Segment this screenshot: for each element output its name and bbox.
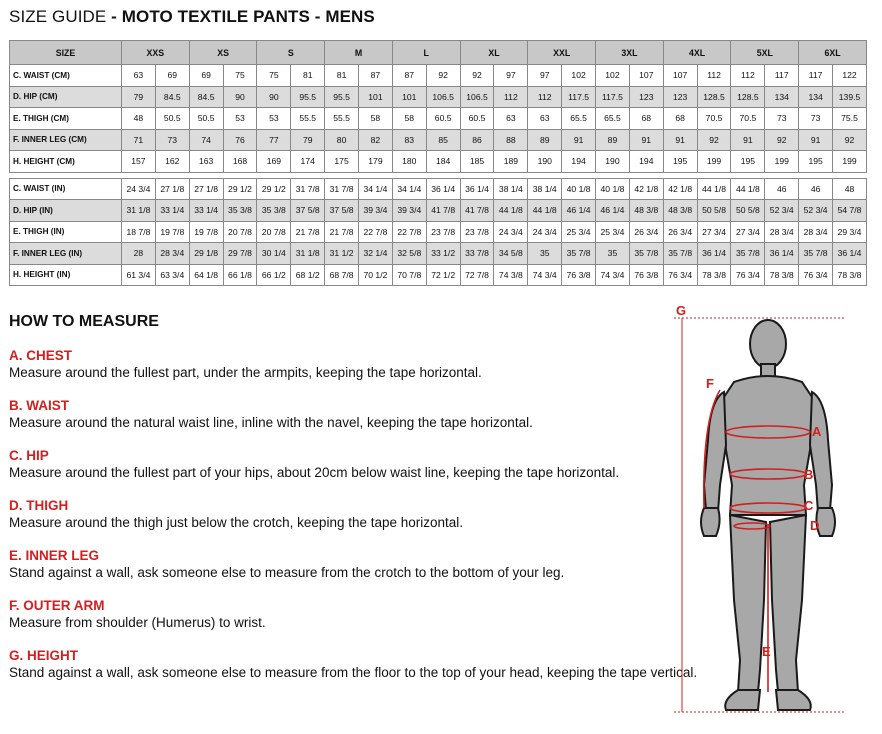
table-cell: 180 [392, 151, 426, 173]
table-row [10, 151, 867, 173]
table-cell: 37 5/8 [291, 200, 325, 222]
table-cell: 97 [494, 65, 528, 87]
table-cell: 20 7/8 [257, 221, 291, 243]
table-cell: 22 7/8 [359, 221, 393, 243]
table-cell: 106.5 [460, 86, 494, 108]
table-cell: 92 [426, 65, 460, 87]
table-cell: 33 1/4 [155, 200, 189, 222]
table-row [10, 86, 867, 108]
table-cell: 162 [155, 151, 189, 173]
table-cell: 92 [833, 129, 867, 151]
measure-name: E. INNER LEG [9, 548, 100, 563]
table-cell: 199 [697, 151, 731, 173]
row-label: C. WAIST (IN) [10, 178, 122, 200]
table-row [10, 200, 867, 222]
table-cell: 46 1/4 [562, 200, 596, 222]
table-cell: 68 7/8 [325, 264, 359, 286]
table-cell: 174 [291, 151, 325, 173]
table-cell: 75 [223, 65, 257, 87]
table-cell: 92 [697, 129, 731, 151]
measure-description: Measure around the natural waist line, inline with the navel, keeping the tape horizontal. [9, 415, 533, 430]
measure-description: Measure around the thigh just below the crotch, keeping the tape horizontal. [9, 515, 464, 530]
table-cell: 36 1/4 [765, 243, 799, 265]
row-label: E. THIGH (IN) [10, 221, 122, 243]
table-row [10, 129, 867, 151]
table-cell: 29 1/2 [223, 178, 257, 200]
body-measurement-figure [664, 300, 864, 720]
measure-item [9, 448, 619, 481]
table-cell: 128.5 [697, 86, 731, 108]
table-cell: 199 [765, 151, 799, 173]
table-cell: 23 7/8 [460, 221, 494, 243]
table-cell: 48 [833, 178, 867, 200]
table-cell: 194 [629, 151, 663, 173]
table-cell: 66 1/2 [257, 264, 291, 286]
table-cell: 24 3/4 [494, 221, 528, 243]
table-cell: 84.5 [189, 86, 223, 108]
table-cell: 71 [122, 129, 156, 151]
table-cell: 70.5 [697, 108, 731, 130]
table-cell: 91 [663, 129, 697, 151]
measure-item [9, 348, 482, 381]
table-cell: 76 [223, 129, 257, 151]
table-cell: 46 [799, 178, 833, 200]
table-cell: 27 1/8 [189, 178, 223, 200]
measure-name: C. HIP [9, 448, 49, 463]
table-cell: 65.5 [596, 108, 630, 130]
measure-description: Stand against a wall, ask someone else to measure from the crotch to the bottom of your leg. [9, 565, 565, 580]
size-header-label: SIZE [10, 41, 122, 65]
table-cell: 63 [122, 65, 156, 87]
table-cell: 101 [359, 86, 393, 108]
table-cell: 102 [562, 65, 596, 87]
table-cell: 163 [189, 151, 223, 173]
table-cell: 84.5 [155, 86, 189, 108]
table-cell: 50.5 [189, 108, 223, 130]
right-foot-shape [776, 690, 811, 710]
measure-item [9, 648, 697, 681]
measure-name: B. WAIST [9, 398, 69, 413]
table-cell: 68 [663, 108, 697, 130]
table-cell: 117.5 [596, 86, 630, 108]
table-cell: 25 3/4 [562, 221, 596, 243]
table-cell: 35 3/8 [223, 200, 257, 222]
table-cell: 58 [359, 108, 393, 130]
measure-name: G. HEIGHT [9, 648, 79, 663]
table-cell: 70.5 [731, 108, 765, 130]
table-cell: 44 1/8 [528, 200, 562, 222]
table-cell: 87 [392, 65, 426, 87]
table-cell: 38 1/4 [528, 178, 562, 200]
table-cell: 64 1/8 [189, 264, 223, 286]
table-cell: 92 [765, 129, 799, 151]
table-cell: 73 [155, 129, 189, 151]
table-cell: 117 [765, 65, 799, 87]
size-header-cell: XXS [122, 41, 190, 65]
table-cell: 107 [629, 65, 663, 87]
table-cell: 53 [223, 108, 257, 130]
left-hand-shape [701, 508, 720, 536]
table-cell: 23 7/8 [426, 221, 460, 243]
row-label: E. THIGH (CM) [10, 108, 122, 130]
table-cell: 50 5/8 [731, 200, 765, 222]
table-cell: 101 [392, 86, 426, 108]
table-cell: 112 [697, 65, 731, 87]
size-header-cell: 5XL [731, 41, 799, 65]
table-cell: 20 7/8 [223, 221, 257, 243]
table-row [10, 178, 867, 200]
table-cell: 74 3/4 [528, 264, 562, 286]
table-cell: 35 7/8 [731, 243, 765, 265]
table-cell: 48 3/8 [629, 200, 663, 222]
row-label: D. HIP (IN) [10, 200, 122, 222]
table-cell: 36 1/4 [833, 243, 867, 265]
table-cell: 78 3/8 [765, 264, 799, 286]
table-cell: 122 [833, 65, 867, 87]
size-header-row [10, 41, 867, 65]
table-cell: 28 3/4 [765, 221, 799, 243]
table-cell: 61 3/4 [122, 264, 156, 286]
table-cell: 29 3/4 [833, 221, 867, 243]
label-g: G [676, 303, 687, 318]
table-cell: 31 1/8 [122, 200, 156, 222]
table-cell: 75 [257, 65, 291, 87]
table-cell: 31 1/8 [291, 243, 325, 265]
table-cell: 21 7/8 [291, 221, 325, 243]
table-cell: 74 [189, 129, 223, 151]
left-arm-shape [704, 392, 726, 512]
row-label: H. HEIGHT (IN) [10, 264, 122, 286]
right-leg-shape [770, 515, 806, 692]
table-cell: 29 7/8 [223, 243, 257, 265]
measure-description: Measure around the fullest part, under the armpits, keeping the tape horizontal. [9, 365, 482, 380]
size-header-cell: 6XL [799, 41, 867, 65]
table-cell: 91 [562, 129, 596, 151]
table-cell: 86 [460, 129, 494, 151]
table-cell: 54 7/8 [833, 200, 867, 222]
table-cell: 195 [663, 151, 697, 173]
table-cell: 24 3/4 [528, 221, 562, 243]
label-c: C [804, 498, 814, 513]
label-b: B [804, 467, 814, 482]
table-cell: 78 3/8 [697, 264, 731, 286]
measure-name: D. THIGH [9, 498, 69, 513]
table-cell: 185 [460, 151, 494, 173]
table-cell: 53 [257, 108, 291, 130]
table-cell: 39 3/4 [392, 200, 426, 222]
table-cell: 24 3/4 [122, 178, 156, 200]
table-cell: 74 3/4 [596, 264, 630, 286]
table-cell: 102 [596, 65, 630, 87]
table-cell: 42 1/8 [629, 178, 663, 200]
table-cell: 134 [799, 86, 833, 108]
table-cell: 52 3/4 [799, 200, 833, 222]
head-shape [750, 320, 786, 368]
table-cell: 27 3/4 [731, 221, 765, 243]
label-a: A [812, 424, 822, 439]
row-label: D. HIP (CM) [10, 86, 122, 108]
table-cell: 50.5 [155, 108, 189, 130]
table-row [10, 65, 867, 87]
table-cell: 179 [359, 151, 393, 173]
table-cell: 36 1/4 [460, 178, 494, 200]
table-cell: 52 3/4 [765, 200, 799, 222]
table-cell: 68 [629, 108, 663, 130]
table-cell: 90 [223, 86, 257, 108]
table-cell: 190 [596, 151, 630, 173]
label-d: D [810, 518, 820, 533]
how-to-measure-title: HOW TO MEASURE [9, 313, 159, 330]
table-cell: 33 1/2 [426, 243, 460, 265]
table-cell: 50 5/8 [697, 200, 731, 222]
table-cell: 74 3/8 [494, 264, 528, 286]
table-cell: 26 3/4 [663, 221, 697, 243]
table-cell: 21 7/8 [325, 221, 359, 243]
table-cell: 73 [799, 108, 833, 130]
table-cell: 29 1/2 [257, 178, 291, 200]
table-cell: 90 [257, 86, 291, 108]
size-chart-table [9, 40, 867, 286]
table-cell: 76 3/4 [663, 264, 697, 286]
table-cell: 169 [257, 151, 291, 173]
table-cell: 37 5/8 [325, 200, 359, 222]
table-cell: 88 [494, 129, 528, 151]
table-cell: 139.5 [833, 86, 867, 108]
table-cell: 70 1/2 [359, 264, 393, 286]
left-foot-shape [725, 690, 760, 710]
table-cell: 92 [460, 65, 494, 87]
table-cell: 87 [359, 65, 393, 87]
table-row [10, 108, 867, 130]
table-cell: 28 [122, 243, 156, 265]
table-cell: 79 [122, 86, 156, 108]
table-cell: 184 [426, 151, 460, 173]
table-cell: 44 1/8 [494, 200, 528, 222]
row-label: C. WAIST (CM) [10, 65, 122, 87]
table-cell: 35 7/8 [562, 243, 596, 265]
table-cell: 46 [765, 178, 799, 200]
table-cell: 46 1/4 [596, 200, 630, 222]
table-cell: 77 [257, 129, 291, 151]
table-cell: 82 [359, 129, 393, 151]
table-cell: 29 1/8 [189, 243, 223, 265]
title-product: - MOTO TEXTILE PANTS - MENS [111, 7, 375, 26]
table-cell: 68 1/2 [291, 264, 325, 286]
table-cell: 190 [528, 151, 562, 173]
table-cell: 63 [494, 108, 528, 130]
title-prefix: SIZE GUIDE [9, 7, 112, 26]
table-cell: 89 [596, 129, 630, 151]
table-cell: 35 7/8 [799, 243, 833, 265]
table-cell: 18 7/8 [122, 221, 156, 243]
table-cell: 31 7/8 [291, 178, 325, 200]
table-cell: 60.5 [460, 108, 494, 130]
table-cell: 76 3/8 [629, 264, 663, 286]
table-cell: 175 [325, 151, 359, 173]
measure-description: Stand against a wall, ask someone else to measure from the floor to the top of your head, keeping the tape vertical. [9, 665, 698, 680]
table-cell: 134 [765, 86, 799, 108]
table-cell: 70 7/8 [392, 264, 426, 286]
row-label: F. INNER LEG (IN) [10, 243, 122, 265]
table-cell: 69 [155, 65, 189, 87]
measure-description: Measure around the fullest part of your hips, about 20cm below waist line, keeping the tape horizontal. [9, 465, 620, 480]
table-cell: 40 1/8 [596, 178, 630, 200]
label-e: E [762, 644, 771, 659]
table-cell: 79 [291, 129, 325, 151]
table-cell: 117.5 [562, 86, 596, 108]
table-cell: 35 3/8 [257, 200, 291, 222]
measure-item [9, 498, 463, 531]
table-cell: 91 [799, 129, 833, 151]
table-cell: 81 [291, 65, 325, 87]
table-cell: 76 3/4 [731, 264, 765, 286]
measure-item [9, 598, 266, 631]
table-row [10, 264, 867, 286]
table-cell: 31 7/8 [325, 178, 359, 200]
table-cell: 72 7/8 [460, 264, 494, 286]
table-cell: 33 1/4 [189, 200, 223, 222]
table-cell: 27 1/8 [155, 178, 189, 200]
table-cell: 34 1/4 [392, 178, 426, 200]
table-row [10, 243, 867, 265]
table-cell: 123 [629, 86, 663, 108]
right-arm-shape [810, 392, 832, 512]
table-cell: 128.5 [731, 86, 765, 108]
table-cell: 35 [596, 243, 630, 265]
table-cell: 32 1/4 [359, 243, 393, 265]
page-title [9, 7, 375, 27]
table-cell: 199 [833, 151, 867, 173]
table-cell: 91 [731, 129, 765, 151]
table-cell: 26 3/4 [629, 221, 663, 243]
table-cell: 168 [223, 151, 257, 173]
table-cell: 195 [731, 151, 765, 173]
row-label: H. HEIGHT (CM) [10, 151, 122, 173]
table-cell: 33 7/8 [460, 243, 494, 265]
size-header-cell: S [257, 41, 325, 65]
table-cell: 41 7/8 [460, 200, 494, 222]
table-row [10, 221, 867, 243]
table-cell: 30 1/4 [257, 243, 291, 265]
table-cell: 78 3/8 [833, 264, 867, 286]
table-cell: 106.5 [426, 86, 460, 108]
table-cell: 76 3/8 [562, 264, 596, 286]
table-cell: 27 3/4 [697, 221, 731, 243]
table-cell: 32 5/8 [392, 243, 426, 265]
table-cell: 34 5/8 [494, 243, 528, 265]
table-cell: 97 [528, 65, 562, 87]
table-cell: 48 [122, 108, 156, 130]
table-cell: 157 [122, 151, 156, 173]
table-cell: 42 1/8 [663, 178, 697, 200]
table-cell: 35 [528, 243, 562, 265]
label-f: F [706, 376, 714, 391]
size-header-cell: M [325, 41, 393, 65]
table-cell: 34 1/4 [359, 178, 393, 200]
size-header-cell: XXL [528, 41, 596, 65]
table-cell: 95.5 [291, 86, 325, 108]
measure-item [9, 398, 533, 431]
table-cell: 63 [528, 108, 562, 130]
size-header-cell: 4XL [663, 41, 731, 65]
table-cell: 80 [325, 129, 359, 151]
table-cell: 66 1/8 [223, 264, 257, 286]
size-header-cell: XL [460, 41, 528, 65]
table-cell: 60.5 [426, 108, 460, 130]
table-cell: 69 [189, 65, 223, 87]
table-cell: 65.5 [562, 108, 596, 130]
table-cell: 117 [799, 65, 833, 87]
size-header-cell: 3XL [596, 41, 664, 65]
table-cell: 35 7/8 [629, 243, 663, 265]
table-cell: 72 1/2 [426, 264, 460, 286]
measure-name: F. OUTER ARM [9, 598, 105, 613]
table-cell: 107 [663, 65, 697, 87]
table-cell: 112 [528, 86, 562, 108]
table-cell: 41 7/8 [426, 200, 460, 222]
table-cell: 31 1/2 [325, 243, 359, 265]
table-cell: 48 3/8 [663, 200, 697, 222]
table-cell: 44 1/8 [731, 178, 765, 200]
table-cell: 55.5 [291, 108, 325, 130]
table-cell: 28 3/4 [799, 221, 833, 243]
table-cell: 75.5 [833, 108, 867, 130]
table-cell: 28 3/4 [155, 243, 189, 265]
measure-name: A. CHEST [9, 348, 73, 363]
table-cell: 38 1/4 [494, 178, 528, 200]
table-cell: 85 [426, 129, 460, 151]
table-cell: 19 7/8 [189, 221, 223, 243]
table-cell: 89 [528, 129, 562, 151]
table-cell: 95.5 [325, 86, 359, 108]
row-label: F. INNER LEG (CM) [10, 129, 122, 151]
measure-item [9, 548, 564, 581]
size-header-cell: XS [189, 41, 257, 65]
table-cell: 76 3/4 [799, 264, 833, 286]
table-cell: 189 [494, 151, 528, 173]
table-cell: 112 [494, 86, 528, 108]
size-header-cell: L [392, 41, 460, 65]
table-cell: 25 3/4 [596, 221, 630, 243]
table-cell: 55.5 [325, 108, 359, 130]
table-cell: 91 [629, 129, 663, 151]
measure-description: Measure from shoulder (Humerus) to wrist. [9, 615, 266, 630]
torso-shape [722, 376, 814, 515]
table-cell: 83 [392, 129, 426, 151]
table-cell: 40 1/8 [562, 178, 596, 200]
table-cell: 123 [663, 86, 697, 108]
table-cell: 194 [562, 151, 596, 173]
table-cell: 35 7/8 [663, 243, 697, 265]
table-cell: 36 1/4 [697, 243, 731, 265]
table-cell: 63 3/4 [155, 264, 189, 286]
table-cell: 73 [765, 108, 799, 130]
table-cell: 36 1/4 [426, 178, 460, 200]
table-cell: 195 [799, 151, 833, 173]
table-cell: 112 [731, 65, 765, 87]
table-cell: 19 7/8 [155, 221, 189, 243]
table-cell: 22 7/8 [392, 221, 426, 243]
table-cell: 44 1/8 [697, 178, 731, 200]
table-cell: 39 3/4 [359, 200, 393, 222]
table-cell: 81 [325, 65, 359, 87]
left-leg-shape [730, 515, 766, 692]
table-cell: 58 [392, 108, 426, 130]
